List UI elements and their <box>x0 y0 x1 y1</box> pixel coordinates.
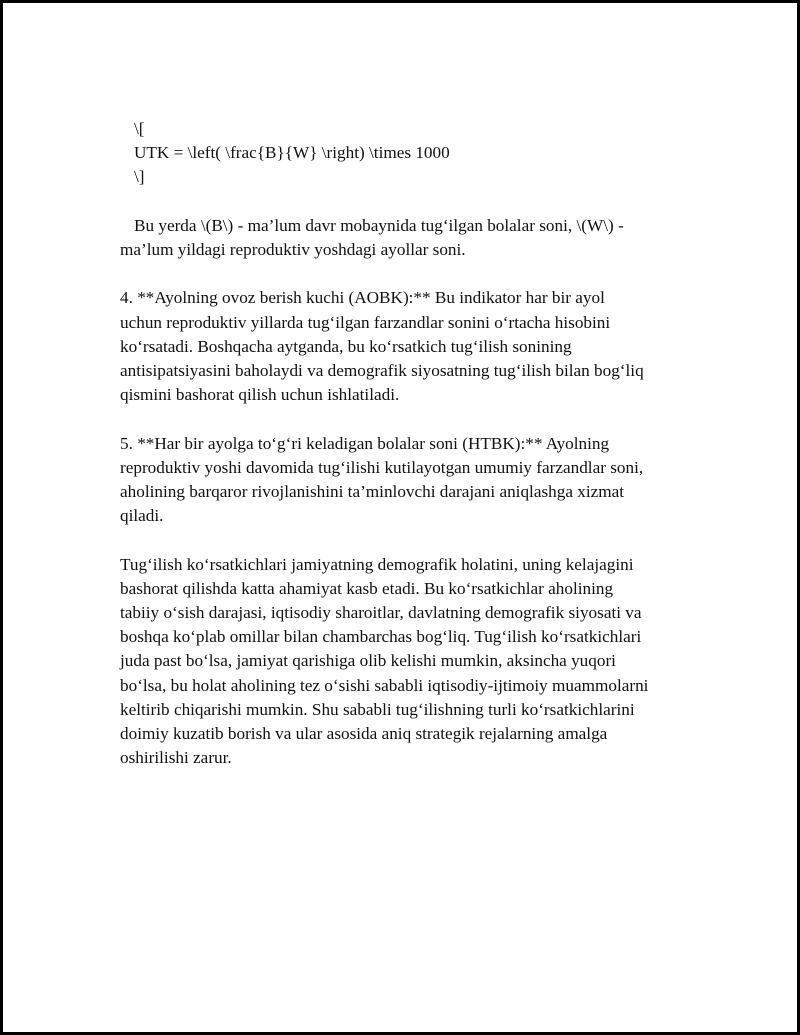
text-line: bashorat qilishda katta ahamiyat kasb etadi. Bu ko‘rsatkichlar aholining <box>120 578 614 598</box>
text-line: boshqa ko‘plab omillar bilan chambarchas bog‘liq. Tug‘ilish ko‘rsatkichlari <box>120 627 642 647</box>
formula-open: \[ <box>134 119 145 138</box>
text-line: uchun reproduktiv yillarda tug‘ilgan farzandlar sonini o‘rtacha hisobini <box>120 312 611 332</box>
text-line: Tug‘ilish ko‘rsatkichlari jamiyatning demografik holatini, uning kelajagini <box>120 554 634 574</box>
list-item-5 <box>120 432 700 529</box>
page-content <box>120 117 700 770</box>
paragraph-gap <box>120 190 700 214</box>
text-line: tabiiy o‘sish darajasi, iqtisodiy sharoitlar, davlatning demografik siyosati va <box>120 603 642 622</box>
formula-explanation <box>120 214 700 262</box>
text-line: oshirilishi zarur. <box>120 748 232 768</box>
text-line: ko‘rsatadi. Boshqacha aytganda, bu ko‘rsatkich tug‘ilish sonining <box>120 336 572 356</box>
text-line: 4. **Ayolning ovoz berish kuchi (AOBK):** Bu indikator har bir ayol <box>120 288 605 308</box>
formula-close: \] <box>134 167 145 187</box>
text-line: doimiy kuzatib borish va ular asosida aniq strategik rejalarning amalga <box>120 724 608 744</box>
text-line: bo‘lsa, bu holat aholining tez o‘sishi sababli iqtisodiy-ijtimoiy muammolarni <box>120 675 649 695</box>
text-line: juda past bo‘lsa, jamiyat qarishiga olib kelishi mumkin, aksincha yuqori <box>120 651 616 671</box>
list-item-4 <box>120 286 700 407</box>
text-line: keltirib chiqarishi mumkin. Shu sababli tug‘ilishning turli ko‘rsatkichlarini <box>120 699 635 719</box>
text-line: antisipatsiyasini baholaydi va demografik siyosatning tug‘ilish bilan bog‘liq <box>120 361 644 380</box>
formula-block <box>120 117 700 190</box>
text-line: 5. **Har bir ayolga to‘g‘ri keladigan bolalar soni (HTBK):** Ayolning <box>120 433 610 453</box>
text-line: aholining barqaror rivojlanishini ta’minlovchi darajani aniqlashga xizmat <box>120 482 625 501</box>
text-line: qismini bashorat qilish uchun ishlatiladi. <box>120 385 400 405</box>
text-line: Bu yerda \(B\) - ma’lum davr mobaynida tug‘ilgan bolalar soni, \(W\) - <box>134 215 624 235</box>
paragraph-gap <box>120 262 700 286</box>
text-line: qiladi. <box>120 506 164 526</box>
text-line: ma’lum yildagi reproduktiv yoshdagi ayollar soni. <box>120 240 466 259</box>
text-line: reproduktiv yoshi davomida tug‘ilishi kutilayotgan umumiy farzandlar soni, <box>120 457 644 477</box>
paragraph-gap <box>120 407 700 431</box>
paragraph-gap <box>120 528 700 552</box>
conclusion-paragraph <box>120 553 700 771</box>
formula-expression: UTK = \left( \frac{B}{W} \right) \times 1000 <box>134 143 450 163</box>
